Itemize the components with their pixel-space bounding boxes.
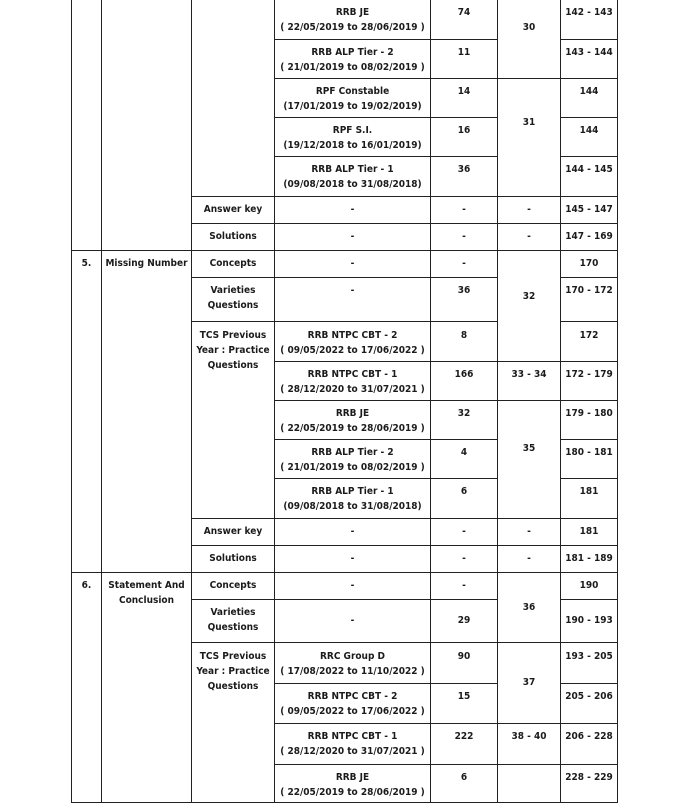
subtopic-label: Year : Practice [196, 344, 270, 356]
exam-name: - [350, 615, 355, 626]
sno-cell [72, 0, 102, 250]
subtopic-cell [192, 599, 275, 642]
questions-cell [431, 277, 498, 321]
page-range: 172 - 179 [565, 368, 613, 380]
exam-name: RRB JE [335, 407, 370, 419]
exam-name: - [350, 258, 355, 269]
page-range: 181 - 189 [565, 553, 613, 564]
page-cell [561, 0, 618, 39]
exam-cell [275, 196, 431, 223]
set-number: 35 [522, 442, 536, 454]
subtopic-label: Solutions [209, 231, 257, 242]
exam-name: RRC Group D [319, 650, 386, 662]
questions-count: 222 [454, 730, 474, 742]
exam-name: - [350, 526, 355, 537]
page-range: 228 - 229 [565, 771, 613, 783]
exam-dates: ( 17/08/2022 to 11/10/2022 ) [280, 665, 425, 677]
exam-dates: (09/08/2018 to 31/08/2018) [283, 500, 422, 512]
page-cell [561, 439, 618, 478]
questions-count: 29 [457, 615, 471, 626]
subtopic-label: Questions [207, 680, 259, 692]
page-cell [561, 642, 618, 683]
page-cell [561, 250, 618, 277]
questions-cell [431, 764, 498, 802]
exam-name: RRB NTPC CBT - 2 [307, 329, 398, 341]
set-cell [498, 400, 561, 518]
questions-count: - [462, 258, 466, 269]
questions-cell [431, 156, 498, 196]
page-range: 144 [579, 85, 599, 97]
page-cell [561, 764, 618, 802]
page-range: 170 - 172 [565, 284, 613, 296]
exam-name: - [350, 204, 355, 215]
exam-name: RPF S.I. [332, 124, 373, 136]
page-range: 147 - 169 [565, 231, 613, 242]
sno-cell [72, 250, 102, 572]
set-number: 38 - 40 [511, 730, 547, 742]
exam-dates: ( 28/12/2020 to 31/07/2021 ) [280, 383, 425, 395]
exam-cell [275, 683, 431, 723]
syllabus-index-table [71, 0, 618, 803]
set-cell [498, 723, 561, 764]
questions-count: - [462, 231, 466, 242]
subtopic-label: Year : Practice [196, 665, 270, 677]
questions-cell [431, 400, 498, 439]
exam-dates: ( 22/05/2019 to 28/06/2019 ) [280, 422, 425, 434]
questions-cell [431, 518, 498, 545]
topic-cell [102, 0, 192, 250]
subtopic-label: Varieties [210, 606, 256, 618]
page-cell [561, 117, 618, 156]
subtopic-cell [192, 250, 275, 277]
page-range: 145 - 147 [565, 204, 613, 215]
set-cell [498, 518, 561, 545]
exam-dates: ( 09/05/2022 to 17/06/2022 ) [280, 344, 425, 356]
subtopic-label: Solutions [209, 553, 257, 564]
questions-count: 8 [460, 329, 468, 341]
page-cell [561, 78, 618, 117]
exam-name: RRB NTPC CBT - 2 [307, 690, 398, 702]
set-number: 36 [522, 601, 536, 613]
set-cell [498, 361, 561, 400]
page-range: 181 [579, 485, 599, 497]
set-number: 31 [522, 116, 536, 128]
subtopic-label: Concepts [209, 258, 257, 269]
questions-cell [431, 723, 498, 764]
section-number: 6. [81, 579, 92, 591]
questions-count: 36 [457, 163, 471, 175]
exam-name: RRB ALP Tier - 1 [311, 485, 394, 497]
page-cell [561, 683, 618, 723]
page-range: 142 - 143 [565, 7, 613, 18]
exam-dates: ( 21/01/2019 to 08/02/2019 ) [280, 461, 425, 473]
page-range: 181 [579, 526, 599, 537]
subtopic-cell [192, 572, 275, 599]
table-row [72, 572, 618, 599]
set-cell [498, 223, 561, 250]
topic-title: Missing Number [105, 257, 188, 269]
exam-name: - [350, 284, 355, 296]
page-range: 190 [579, 580, 599, 591]
exam-name: - [350, 580, 355, 591]
page-cell [561, 196, 618, 223]
page-cell [561, 361, 618, 400]
questions-cell [431, 599, 498, 642]
exam-name: RRB JE [335, 7, 370, 18]
set-number: 32 [522, 290, 536, 302]
page-cell [561, 39, 618, 78]
subtopic-cell [192, 277, 275, 321]
page-range: 144 [579, 124, 599, 136]
page-range: 205 - 206 [565, 690, 613, 702]
questions-cell [431, 478, 498, 518]
page-cell [561, 572, 618, 599]
topic-title: Statement And [108, 579, 185, 591]
exam-cell [275, 439, 431, 478]
questions-cell [431, 250, 498, 277]
page-range: 190 - 193 [565, 615, 613, 626]
page-range: 206 - 228 [565, 730, 613, 742]
questions-count: 15 [457, 690, 471, 702]
questions-cell [431, 78, 498, 117]
subtopic-cell [192, 321, 275, 518]
subtopic-cell [192, 223, 275, 250]
set-cell [498, 545, 561, 572]
questions-count: - [462, 204, 466, 215]
exam-dates: (09/08/2018 to 31/08/2018) [283, 178, 422, 190]
exam-name: RRB JE [335, 771, 370, 783]
questions-count: 11 [457, 46, 471, 58]
exam-cell [275, 39, 431, 78]
set-number: 30 [522, 22, 536, 33]
set-cell [498, 196, 561, 223]
set-cell [498, 764, 561, 802]
topic-cell [102, 572, 192, 802]
questions-cell [431, 117, 498, 156]
subtopic-label: Questions [207, 299, 259, 311]
questions-count: 4 [460, 446, 468, 458]
page-cell [561, 723, 618, 764]
exam-cell [275, 518, 431, 545]
page-cell [561, 478, 618, 518]
questions-cell [431, 572, 498, 599]
page-cell [561, 599, 618, 642]
subtopic-label: TCS Previous [199, 329, 267, 341]
exam-dates: (17/01/2019 to 19/02/2019) [283, 100, 422, 112]
exam-cell [275, 321, 431, 361]
page-range: 172 [579, 329, 599, 341]
questions-cell [431, 196, 498, 223]
page-cell [561, 223, 618, 250]
subtopic-label: Questions [207, 621, 259, 633]
page-cell [561, 400, 618, 439]
topic-cell [102, 250, 192, 572]
set-number: - [527, 553, 531, 564]
exam-dates: ( 28/12/2020 to 31/07/2021 ) [280, 745, 425, 757]
page-range: 170 [579, 258, 599, 269]
subtopic-cell [192, 0, 275, 196]
set-number: - [527, 526, 531, 537]
questions-cell [431, 683, 498, 723]
exam-dates: ( 22/05/2019 to 28/06/2019 ) [280, 22, 425, 33]
table-row [72, 0, 618, 39]
exam-dates: (19/12/2018 to 16/01/2019) [283, 139, 422, 151]
questions-cell [431, 39, 498, 78]
exam-cell [275, 223, 431, 250]
questions-count: 32 [457, 407, 471, 419]
exam-cell [275, 478, 431, 518]
subtopic-label: Questions [207, 359, 259, 371]
questions-cell [431, 321, 498, 361]
questions-count: 16 [457, 124, 471, 136]
page-range: 180 - 181 [565, 446, 613, 458]
page-cell [561, 518, 618, 545]
topic-title: Conclusion [118, 594, 175, 606]
subtopic-cell [192, 545, 275, 572]
exam-cell [275, 545, 431, 572]
questions-cell [431, 642, 498, 683]
exam-name: RRB ALP Tier - 2 [311, 446, 394, 458]
exam-name: RRB ALP Tier - 1 [311, 163, 394, 175]
sno-cell [72, 572, 102, 802]
exam-cell [275, 0, 431, 39]
exam-name: RRB ALP Tier - 2 [311, 46, 394, 58]
page-cell [561, 156, 618, 196]
page-range: 144 - 145 [565, 163, 613, 175]
page-range: 193 - 205 [565, 650, 613, 662]
subtopic-label: Concepts [209, 580, 257, 591]
questions-count: 36 [457, 284, 471, 296]
exam-cell [275, 117, 431, 156]
subtopic-cell [192, 518, 275, 545]
questions-cell [431, 545, 498, 572]
exam-cell [275, 764, 431, 802]
questions-count: 74 [457, 7, 471, 18]
subtopic-label: TCS Previous [199, 650, 267, 662]
section-number: 5. [81, 257, 92, 269]
questions-count: - [462, 580, 466, 591]
exam-dates: ( 09/05/2022 to 17/06/2022 ) [280, 705, 425, 717]
exam-cell [275, 400, 431, 439]
set-cell [498, 642, 561, 723]
questions-count: - [462, 553, 466, 564]
table-row [72, 250, 618, 277]
questions-count: 6 [460, 771, 468, 783]
exam-name: RRB NTPC CBT - 1 [307, 368, 398, 380]
exam-name: RRB NTPC CBT - 1 [307, 730, 398, 742]
exam-dates: ( 22/05/2019 to 28/06/2019 ) [280, 786, 425, 798]
exam-cell [275, 277, 431, 321]
questions-cell [431, 223, 498, 250]
exam-dates: ( 21/01/2019 to 08/02/2019 ) [280, 61, 425, 73]
page-range: 143 - 144 [565, 46, 613, 58]
exam-cell [275, 78, 431, 117]
exam-cell [275, 723, 431, 764]
set-cell [498, 0, 561, 78]
exam-name: - [350, 553, 355, 564]
page-cell [561, 545, 618, 572]
page-cell [561, 321, 618, 361]
questions-cell [431, 439, 498, 478]
questions-count: 166 [454, 368, 474, 380]
set-number: 37 [522, 677, 536, 688]
set-number: - [527, 204, 531, 215]
exam-name: - [350, 231, 355, 242]
exam-cell [275, 599, 431, 642]
exam-name: RPF Constable [315, 85, 390, 97]
questions-count: - [462, 526, 466, 537]
subtopic-label: Answer key [203, 204, 263, 215]
questions-cell [431, 361, 498, 400]
set-cell [498, 78, 561, 196]
questions-count: 6 [460, 485, 468, 497]
page-cell [561, 277, 618, 321]
subtopic-cell [192, 196, 275, 223]
questions-count: 90 [457, 650, 471, 662]
questions-cell [431, 0, 498, 39]
exam-cell [275, 361, 431, 400]
subtopic-label: Varieties [210, 284, 256, 296]
subtopic-label: Answer key [203, 526, 263, 537]
set-number: - [527, 231, 531, 242]
subtopic-cell [192, 642, 275, 802]
set-cell [498, 572, 561, 642]
exam-cell [275, 156, 431, 196]
page-range: 179 - 180 [565, 407, 613, 419]
set-cell [498, 250, 561, 361]
exam-cell [275, 572, 431, 599]
exam-cell [275, 642, 431, 683]
questions-count: 14 [457, 85, 471, 97]
exam-cell [275, 250, 431, 277]
set-number: 33 - 34 [511, 368, 547, 380]
